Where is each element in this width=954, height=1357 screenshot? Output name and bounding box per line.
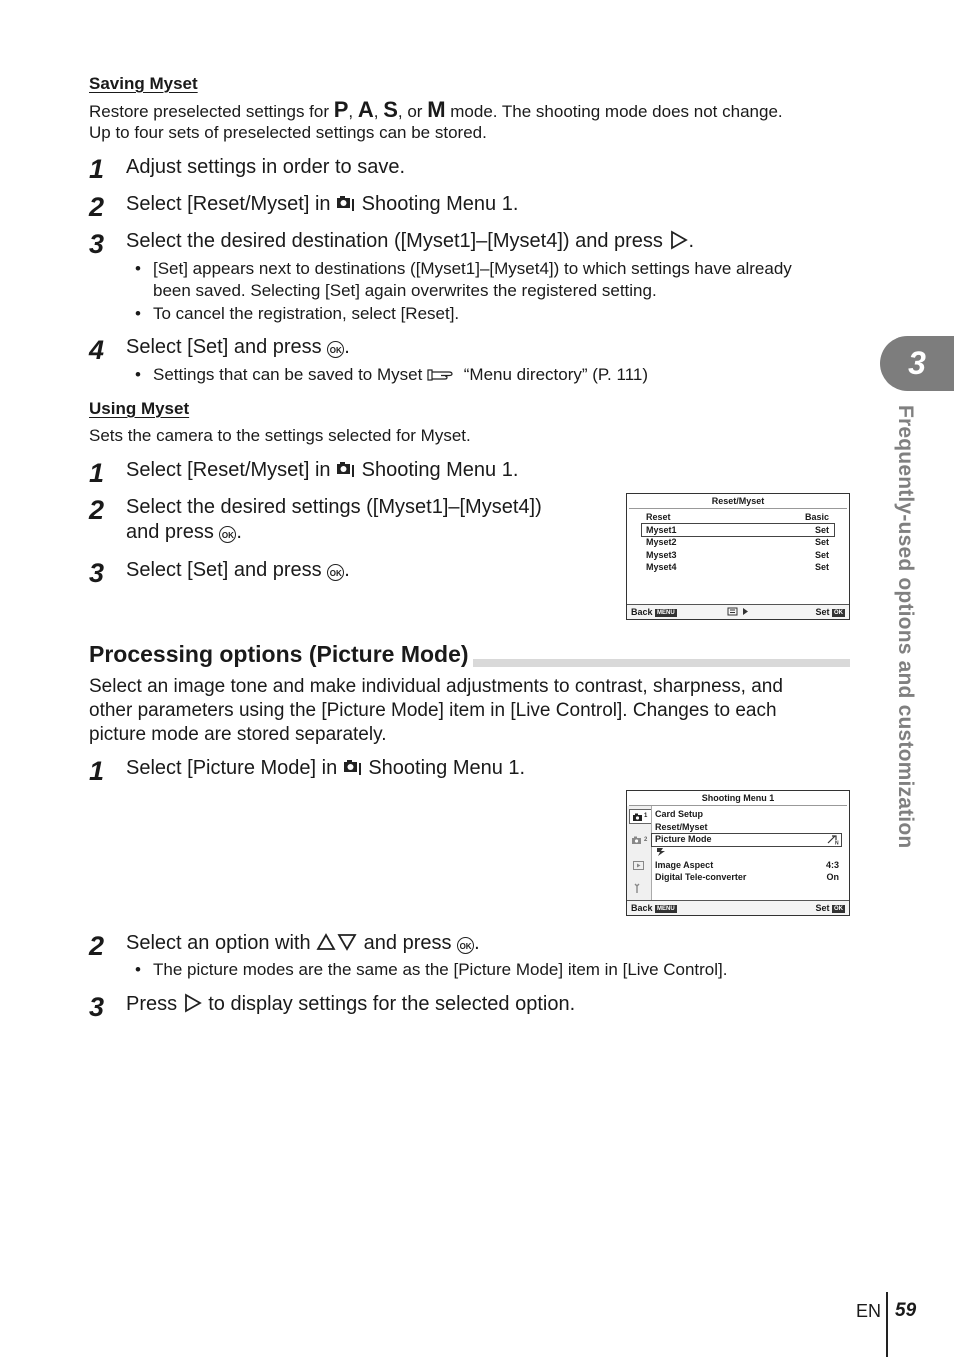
back-label bbox=[631, 903, 677, 913]
page-number: 59 bbox=[895, 1300, 917, 1321]
processing-intro bbox=[89, 675, 849, 747]
step-number: 3 bbox=[89, 558, 105, 588]
step-text bbox=[126, 335, 350, 360]
camera-icon bbox=[633, 813, 644, 821]
shooting-menu-1-icon bbox=[336, 193, 356, 220]
chapter-vertical-title: Frequently-used options and customization bbox=[894, 405, 917, 849]
step-text-part: and press bbox=[126, 521, 220, 543]
step-text-part: . bbox=[474, 932, 480, 954]
setup-wrench-icon bbox=[634, 883, 642, 896]
set-label bbox=[815, 607, 845, 617]
back-text: Back bbox=[631, 607, 653, 617]
intro-text: mode. The shooting mode does not change. bbox=[445, 102, 783, 121]
right-arrow-icon bbox=[183, 993, 203, 1020]
divider bbox=[629, 508, 847, 509]
mode-a-icon: A bbox=[357, 97, 374, 122]
saving-intro-line-1 bbox=[89, 99, 783, 123]
bullet-item bbox=[135, 258, 873, 302]
step-text-part: Press bbox=[126, 993, 183, 1015]
step-text bbox=[126, 558, 350, 583]
bullet-item bbox=[135, 364, 648, 389]
menu-row-label: Digital Tele-converter bbox=[655, 872, 747, 882]
menu-row-label: Myset3 bbox=[646, 550, 677, 560]
step-text-part: . bbox=[688, 230, 695, 252]
playback-menu-icon bbox=[633, 861, 644, 872]
menu-row-label: Myset1 bbox=[646, 525, 677, 535]
divider bbox=[629, 805, 847, 806]
step-text-part: Select an option with bbox=[126, 932, 317, 954]
step-text-part: Shooting Menu 1. bbox=[356, 193, 519, 215]
step-text-part: . bbox=[344, 559, 350, 581]
step-text-part: Select [Set] and press bbox=[126, 559, 328, 581]
flash-icon bbox=[655, 847, 667, 859]
svg-text:N: N bbox=[835, 840, 839, 845]
step-text bbox=[126, 229, 694, 257]
menu-row-value: Set bbox=[814, 525, 829, 535]
separator: , bbox=[373, 102, 384, 121]
step-number: 4 bbox=[89, 335, 105, 365]
step-text-part: Select [Reset/Myset] in bbox=[126, 193, 337, 215]
tab-number: 2 bbox=[644, 837, 648, 843]
screen-footer bbox=[627, 604, 849, 619]
step-text-part: and press bbox=[358, 932, 458, 954]
step-text-part: Select the desired settings ([Myset1]–[Myset4]) bbox=[126, 496, 542, 518]
using-myset-heading: Using Myset bbox=[89, 399, 190, 418]
shooting-menu-1-icon bbox=[336, 459, 356, 486]
down-arrow-icon bbox=[336, 932, 358, 959]
step-number: 2 bbox=[89, 192, 105, 222]
mode-p-icon: P bbox=[333, 97, 349, 122]
nav-arrows-icon bbox=[727, 607, 749, 618]
intro-text: Restore preselected settings for bbox=[89, 102, 334, 121]
step-text bbox=[126, 756, 525, 784]
ok-button-icon: OK bbox=[327, 564, 344, 581]
using-intro: Sets the camera to the settings selected for Myset. bbox=[89, 426, 471, 445]
menu-row-label: Picture Mode bbox=[655, 834, 712, 844]
bullet-item: • The picture modes are the same as the [Picture Mode] item in [Live Control]. bbox=[135, 959, 728, 981]
step-text-part: to display settings for the selected option. bbox=[202, 993, 576, 1015]
tab-shooting-2 bbox=[632, 836, 648, 846]
ok-button-icon: OK bbox=[327, 341, 344, 358]
step-number: 3 bbox=[89, 992, 105, 1022]
menu-button-icon: MENU bbox=[657, 610, 675, 616]
step-text-part: Shooting Menu 1. bbox=[356, 459, 519, 481]
camera-icon bbox=[632, 836, 643, 844]
step-number: 2 bbox=[89, 931, 105, 961]
mode-s-icon: S bbox=[383, 97, 398, 122]
language-label: EN bbox=[856, 1301, 882, 1321]
up-arrow-icon bbox=[316, 932, 336, 959]
back-label bbox=[631, 607, 677, 617]
menu-row-value: Set bbox=[814, 537, 829, 547]
intro-line: other parameters using the [Picture Mode] item in [Live Control]. Changes to each bbox=[89, 700, 777, 721]
step-text bbox=[126, 458, 518, 486]
ok-badge-icon: OK bbox=[834, 906, 843, 912]
ok-badge-icon: OK bbox=[834, 610, 843, 616]
step-text bbox=[126, 931, 480, 959]
reference-hand-icon bbox=[427, 367, 459, 389]
step-text: Adjust settings in order to save. bbox=[126, 156, 406, 178]
step-text-part: Select [Reset/Myset] in bbox=[126, 459, 337, 481]
menu-row-label: Myset2 bbox=[646, 537, 677, 547]
menu-row-label: Reset/Myset bbox=[655, 822, 708, 832]
chapter-tab: 3 bbox=[880, 336, 954, 391]
menu-row-value: Basic bbox=[804, 512, 829, 522]
reset-myset-screen bbox=[626, 493, 850, 620]
step-number: 1 bbox=[89, 756, 105, 786]
mode-m-icon: M bbox=[427, 97, 446, 122]
menu-row-value: Set bbox=[814, 550, 829, 560]
menu-row-label: Myset4 bbox=[646, 562, 677, 572]
step-text bbox=[126, 192, 518, 220]
right-arrow-icon bbox=[669, 230, 689, 257]
step-number: 1 bbox=[89, 458, 105, 488]
separator: , or bbox=[397, 102, 428, 121]
screen-footer bbox=[627, 900, 849, 915]
menu-row-label: Reset bbox=[646, 512, 671, 522]
step-text-part: . bbox=[344, 336, 350, 358]
menu-row-label: Image Aspect bbox=[655, 860, 714, 870]
bullet-item: • To cancel the registration, select [Reset]. bbox=[135, 303, 459, 325]
menu-row-value: On bbox=[826, 872, 839, 882]
set-text: Set bbox=[815, 903, 830, 913]
shooting-menu-screen bbox=[626, 790, 850, 916]
bullet-text: Settings that can be saved to Myset bbox=[153, 365, 428, 384]
step-text-part: Select the desired destination ([Myset1]–[Myset4]) and press bbox=[126, 230, 669, 252]
step-text-part: Select [Picture Mode] in bbox=[126, 757, 343, 779]
intro-line: Select an image tone and make individual adjustments to contrast, sharpness, and bbox=[89, 676, 783, 697]
step-text-part: Shooting Menu 1. bbox=[362, 757, 526, 779]
saving-intro-line-2: Up to four sets of preselected settings can be stored. bbox=[89, 123, 487, 142]
bullet-text: been saved. Selecting [Set] again overwrites the registered setting. bbox=[153, 281, 657, 300]
step-text bbox=[126, 992, 575, 1020]
saving-myset-heading: Saving Myset bbox=[89, 74, 198, 93]
step-number: 1 bbox=[89, 154, 105, 184]
separator: , bbox=[348, 102, 358, 121]
step-text-part: Select [Set] and press bbox=[126, 336, 328, 358]
step-text bbox=[126, 495, 542, 545]
footer-divider bbox=[886, 1292, 888, 1357]
section-title: Processing options (Picture Mode) bbox=[89, 641, 473, 668]
shooting-menu-1-icon bbox=[343, 757, 363, 784]
step-text-part: . bbox=[236, 521, 242, 543]
intro-line: picture mode are stored separately. bbox=[89, 724, 387, 745]
picture-mode-natural-icon bbox=[826, 834, 839, 847]
screen-title: Shooting Menu 1 bbox=[701, 793, 775, 803]
set-text: Set bbox=[815, 607, 830, 617]
set-label bbox=[815, 903, 845, 913]
menu-row-label: Card Setup bbox=[655, 809, 704, 819]
screen-title: Reset/Myset bbox=[711, 496, 765, 506]
menu-button-icon: MENU bbox=[657, 906, 675, 912]
step-number: 2 bbox=[89, 495, 105, 525]
menu-row-value: Set bbox=[814, 562, 829, 572]
ok-button-icon: OK bbox=[457, 937, 474, 954]
back-text: Back bbox=[631, 903, 653, 913]
ok-button-icon: OK bbox=[219, 526, 236, 543]
bullet-text: “Menu directory” (P. 111) bbox=[459, 365, 649, 384]
tab-number: 1 bbox=[644, 813, 648, 819]
tab-shooting-1 bbox=[629, 809, 651, 824]
menu-row-value: 4:3 bbox=[825, 860, 839, 870]
step-number: 3 bbox=[89, 229, 105, 259]
bullet-text: [Set] appears next to destinations ([Myset1]–[Myset4]) to which settings have already bbox=[153, 259, 792, 278]
